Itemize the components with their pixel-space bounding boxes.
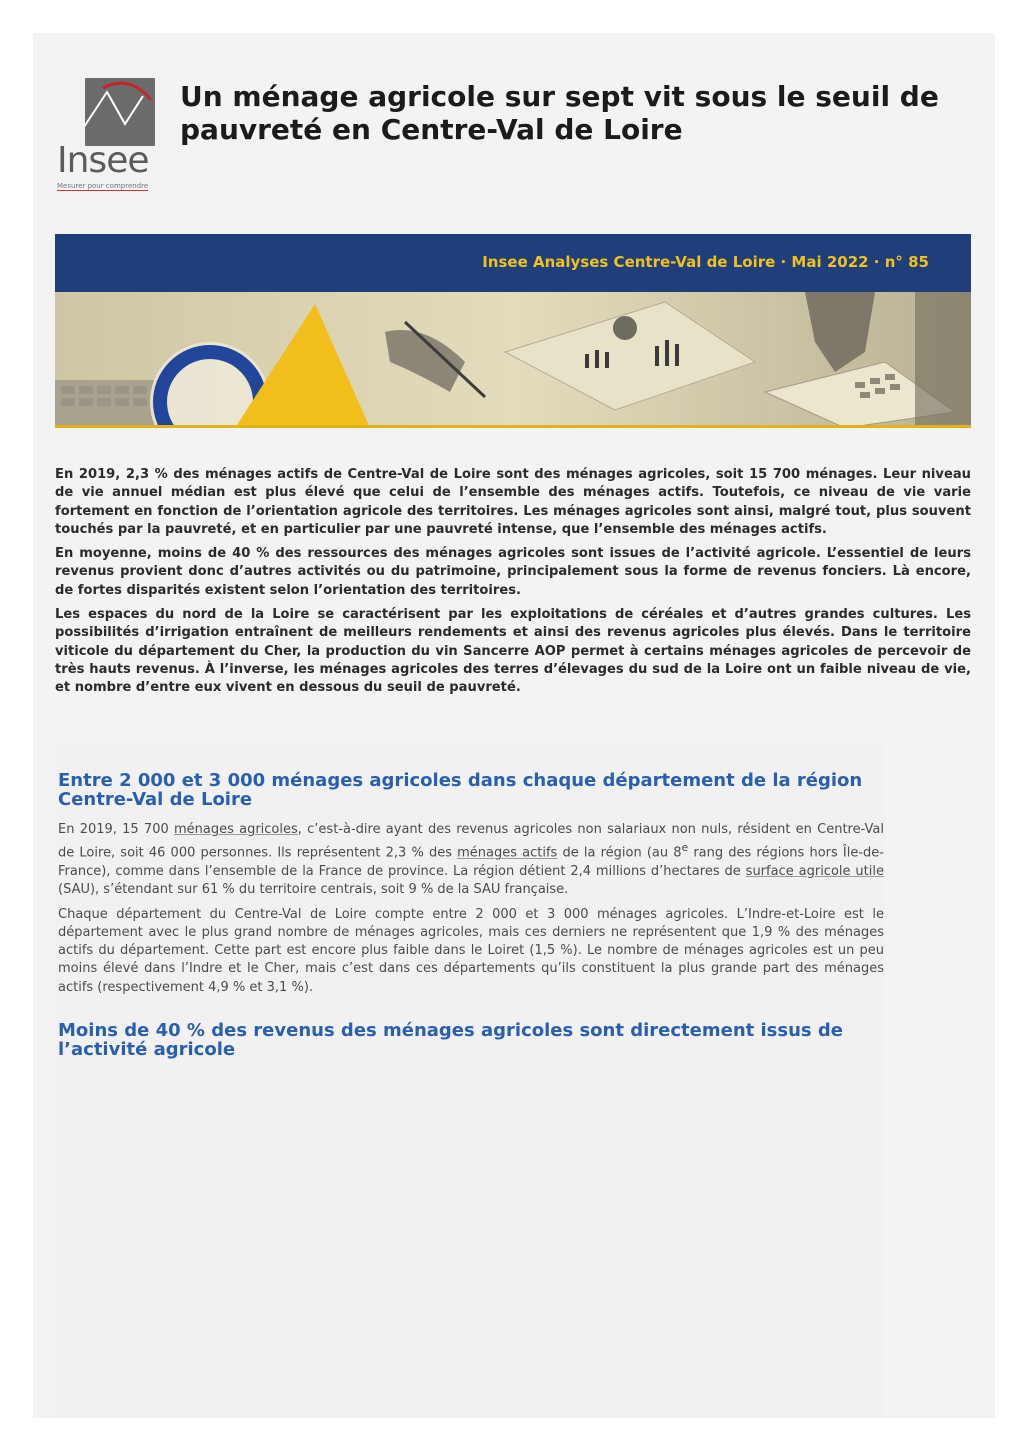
body-paragraph xyxy=(58,821,884,900)
insee-logo-text: Insee xyxy=(57,140,149,181)
section-heading: Entre 2 000 et 3 000 ménages agricoles dans chaque département de la région Centre-Val de Loire xyxy=(58,770,863,810)
link-surface-agricole-utile[interactable]: surface agricole utile xyxy=(745,863,884,879)
text-run: En 2019, 15 700 xyxy=(58,822,174,837)
text-run: (SAU), s’étendant sur 61 % du territoire centrais, soit 9 % de la SAU française. xyxy=(58,882,569,898)
text-run: de la région (au 8 xyxy=(557,845,682,861)
link-menages-actifs[interactable]: ménages actifs xyxy=(457,845,558,861)
page-title: Un ménage agricole sur sept vit sous le seuil de pauvreté en Centre-Val de Loire xyxy=(180,80,939,146)
insee-logo-icon xyxy=(85,78,155,146)
text-run: , c’est-à-dire ayant des revenus agricoles non salariaux non nuls, résident en Centre-Val de Loire, soit 46 000 personnes. Ils représentent 2,3 % des xyxy=(58,822,884,861)
body-paragraph: Chaque département du Centre-Val de Loire compte entre 2 000 et 3 000 ménages agricoles. L’Indre-et-Loire est le département avec le plus grand nombre de ménages agricoles, mais ces derniers ne représentent que 1,9 % des ménages actifs du département. Cette part est encore plus faible dans le Loiret (1,5 %). Le nombre de ménages agricoles est un peu moins élevé dans l’Indre et le Cher, mais c’est dans ces départements qu’ils constituent la plus grande part des ménages actifs (respectivement 4,9 % et 3,1 %). xyxy=(58,906,884,995)
text-run: rang des régions hors Île-de-France), comme dans l’ensemble de la France de province. La région détient 2,4 millions d’hectares de xyxy=(58,845,884,879)
publication-reference: Insee Analyses Centre-Val de Loire · Mai 2022 · n° 85 xyxy=(482,253,929,271)
superscript: e xyxy=(681,841,689,855)
section-body xyxy=(58,821,884,1003)
summary-paragraph: En moyenne, moins de 40 % des ressources des ménages agricoles sont issues de l’activité agricole. L’essentiel de leurs revenus provient donc d’autres activités ou du patrimoine, principalement sous la forme de revenus fonciers. Là encore, de fortes disparités existent selon l’orientation des territoires. xyxy=(55,546,971,598)
publication-banner xyxy=(55,234,971,292)
summary-paragraph: En 2019, 2,3 % des ménages actifs de Centre-Val de Loire sont des ménages agricoles, soit 15 700 ménages. Leur niveau de vie annuel médian est plus élevé que celui de l’ensemble des ménages actifs. Toutefois, ce niveau de vie varie fortement en fonction de l’orientation agricole des territoires. Les ménages agricoles sont ainsi, malgré tout, plus souvent touchés par la pauvreté, et en particulier par une pauvreté intense, que l’ensemble des ménages actifs. xyxy=(55,467,971,537)
summary xyxy=(55,466,971,704)
insee-logo-tagline: Mesurer pour comprendre xyxy=(57,182,149,190)
laptop-keyboard-icon xyxy=(55,380,165,428)
section-heading: Moins de 40 % des revenus des ménages agricoles sont directement issus de l’activité agricole xyxy=(58,1020,843,1060)
link-menages-agricoles[interactable]: ménages agricoles xyxy=(173,822,298,837)
hero-illustration xyxy=(55,292,971,428)
insee-logo[interactable] xyxy=(55,78,157,193)
summary-paragraph: Les espaces du nord de la Loire se caractérisent par les exploitations de céréales et d’autres grandes cultures. Les possibilités d’irrigation entraînent de meilleurs rendements et ainsi des revenus agricoles plus élevés. Dans le territoire viticole du département du Cher, la production du vin Sancerre AOP permet à certains ménages agricoles de percevoir de très hauts revenus. À l’inverse, les ménages agricoles des terres d’élevages du sud de la Loire ont un faible niveau de vie, et nombre d’entre eux vivent en dessous du seuil de pauvreté. xyxy=(55,607,971,696)
